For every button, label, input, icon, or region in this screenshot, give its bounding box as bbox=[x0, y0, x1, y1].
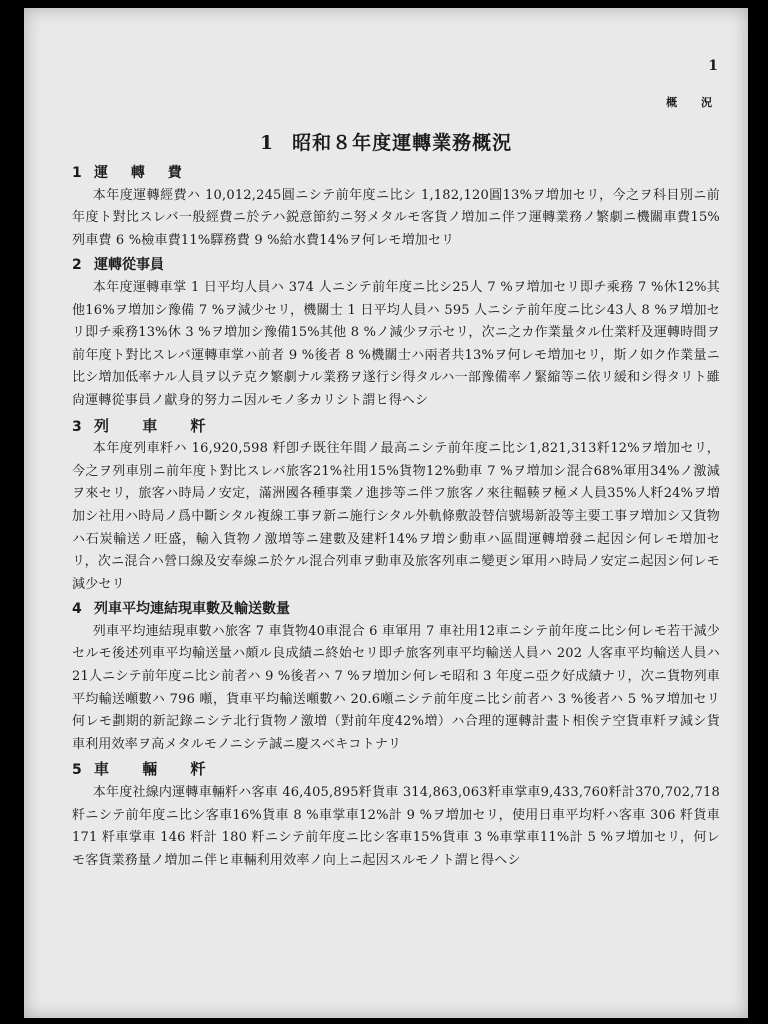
section-title: 運轉從事員 bbox=[94, 257, 164, 274]
section-heading bbox=[72, 162, 720, 185]
section-operating-expenses bbox=[72, 162, 720, 252]
section-number: 2 bbox=[72, 257, 82, 274]
section-vehicle-kilometers bbox=[72, 758, 720, 872]
section-title: 車 輛 粁 bbox=[94, 760, 220, 779]
section-paragraph: 本年度運轉經費ハ 10,012,245圓ニシテ前年度ニ比シ 1,182,120圓13%ヲ増加セリ，今之ヲ科目別ニ前年度ト對比スレバ一般經費ニ於テハ鋭意節約ニ努メタルモ客貨ノ増加ニ伴フ運轉業務ノ繁劇ニ機關車費15%列車費 6 %檢車費11%驛務費 9 %給水費14%ヲ何レモ増加セリ bbox=[72, 187, 720, 248]
title-text: 昭和８年度運轉業務概況 bbox=[292, 132, 513, 154]
section-heading bbox=[72, 415, 720, 439]
title-number: 1 bbox=[259, 132, 275, 154]
section-heading bbox=[72, 254, 720, 277]
section-paragraph: 列車平均連結現車數ハ旅客 7 車貨物40車混合 6 車軍用 7 車社用12車ニシテ前年度ニ比シ何レモ若干減少セルモ後述列車平均輸送量ハ頗ル良成績ニ終始セリ即チ旅客列車平均輸送人員ハ 202 人客車平均輸送人員ハ21人ニシテ前年度ニ比シ前者ハ 9 %後者ハ 7 %ヲ増加シ何レモ昭和 3 年度ニ亞ク好成績ナリ，次ニ貨物列車平均輸送噸數ハ 796 噸，貨車平均輸送噸數ハ 20.6噸ニシテ前年度ニ比シ前者ハ 3 %後者ハ 5 %ヲ増加セリ何レモ劃期的新記錄ニシテ北行貨物ノ激増（對前年度42%増）ハ合理的運轉計畫ト相俟テ空貨車粁ヲ減シ貨車利用效率ヲ高メタルモノニシテ誠ニ慶スベキコトナリ bbox=[72, 623, 720, 752]
section-heading bbox=[72, 598, 720, 621]
section-heading bbox=[72, 758, 720, 782]
section-operating-staff bbox=[72, 254, 720, 412]
section-number: 4 bbox=[72, 601, 82, 618]
page-title bbox=[24, 128, 748, 155]
page-number: 1 bbox=[708, 58, 718, 74]
section-title: 列 車 粁 bbox=[94, 416, 220, 435]
section-train-kilometers bbox=[72, 415, 720, 597]
section-title: 運 轉 費 bbox=[94, 165, 191, 181]
section-paragraph: 本年度社線内運轉車輛粁ハ客車 46,405,895粁貨車 314,863,063粁車掌車9,433,760粁計370,702,718粁ニシテ前年度ニ比シ客車16%貨車 8 %車掌車12%計 9 %ヲ増加セリ，使用日車平均粁ハ客車 306 粁貨車 171 粁車掌車 146 粁計 180 粁ニシテ前年度ニ比シ客車15%貨車 3 %車掌車11%計 5 %ヲ増加セリ，何レモ客貨業務量ノ増加ニ伴ヒ車輛利用效率ノ向上ニ起因スルモノト謂ヒ得ヘシ bbox=[72, 785, 720, 868]
section-paragraph: 本年度列車粁ハ 16,920,598 粁卽チ既往年間ノ最高ニシテ前年度ニ比シ1,821,313粁12%ヲ増加セリ，今之ヲ列車別ニ前年度ト對比スレバ旅客21%社用15%貨物12%動車 7 %ヲ増加シ混合68%軍用34%ノ激減ヲ來セリ，旅客ハ時局ノ安定，滿洲國各種事業ノ進捗等ニ伴フ旅客ノ來往輻輳ヲ極メ人員35%人粁24%ヲ増加シ社用ハ時局ノ爲中斷シタル複線工事ヲ新ニ施行シタル外軌條敷設替信號場新設等主要工事ヲ増加シ又貨物ハ石炭輸送ノ旺盛，輸入貨物ノ激増等ニ建數及建粁14%ヲ増シ動車ハ區間運轉増發ニ起因シ何レモ増加セリ，次ニ混合ハ營口線及安奉線ニ於ケル混合列車ヲ動車及旅客列車ニ變更シ軍用ハ時局ノ安定ニ起因シ何レモ減少セリ bbox=[72, 441, 720, 592]
section-number: 1 bbox=[72, 165, 82, 181]
section-paragraph: 本年度運轉車掌 1 日平均人員ハ 374 人ニシテ前年度ニ比シ25人 7 %ヲ増加セリ即チ乘務 7 %休12%其他16%ヲ増加シ豫備 7 %ヲ減少セリ，機關士 1 日平均人員ハ 595 人ニシテ前年度ニ比シ43人 8 %ヲ増加セリ即チ乘務13%休 3 %ヲ増加シ豫備15%其他 8 %ノ減少ヲ示セリ，次ニ之カ作業量タル仕業粁及運轉時間ヲ前年度ト對比スレバ運轉車掌ハ前者 9 %後者 8 %機關士ハ兩者共13%ヲ何レモ増加セリ，斯ノ如ク作業量ニ比シ増加低率ナル人員ヲ以テ克ク繁劇ナル業務ヲ遂行シ得タルハ一部豫備率ノ緊縮等ニ依リ緩和シ得タリト雖尙運轉從事員ノ獻身的努力ニ因ルモノ多カリシト謂ヒ得ヘシ bbox=[72, 279, 720, 408]
section-number: 3 bbox=[72, 418, 82, 435]
section-number: 5 bbox=[72, 762, 82, 779]
document-body bbox=[72, 160, 720, 872]
section-title: 列車平均連結現車數及輸送數量 bbox=[94, 601, 290, 618]
running-head: 概 況 bbox=[666, 96, 722, 109]
section-average-cars-and-volume bbox=[72, 598, 720, 756]
document-page bbox=[24, 8, 748, 1018]
